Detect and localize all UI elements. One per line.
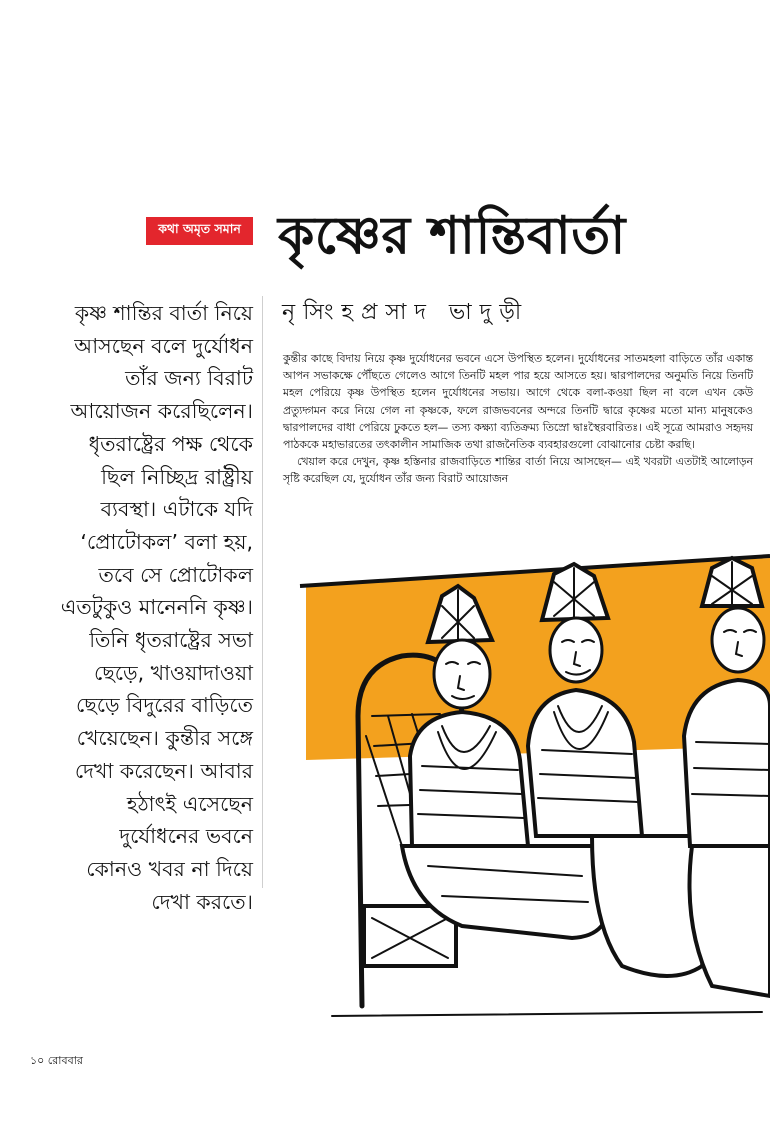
body-paragraph: খেয়াল করে দেখুন, কৃষ্ণ হস্তিনার রাজবাড়িতে শান্তির বার্তা নিয়ে আসছেন— এই খবরটা এতটাই আলোড়ন সৃষ্টি করেছিল যে, দুর্যোধন তাঁর জন্য বিরাট আয়োজন: [283, 455, 753, 486]
kings-illustration: [292, 546, 770, 1023]
article-title: কৃষ্ণের শান্তিবার্তা: [278, 206, 626, 266]
pull-quote-paragraph: কৃষ্ণ শান্তির বার্তা নিয়ে আসছেন বলে দুর্যোধন তাঁর জন্য বিরাট আয়োজন করেছিলেন।: [70, 301, 253, 424]
series-tag: কথা অমৃত সমান: [146, 217, 253, 245]
column-divider: [262, 296, 263, 888]
author-byline: নৃসিংহপ্রসাদ ভাদুড়ী: [282, 300, 530, 325]
article-body: [283, 350, 753, 488]
pull-quote: [60, 297, 253, 918]
body-paragraph: কুন্তীর কাছে বিদায় নিয়ে কৃষ্ণ দুর্যোধনের ভবনে এসে উপস্থিত হলেন। দুর্যোধনের সাতমহলা বাড়িতে তাঁর একান্ত আপন সভাকক্ষে পৌঁছতে গেলেও আগে তিনটি মহল পার হয়ে আসতে হয়। দ্বারপালদের অনুমতি নিয়ে তিনটি মহল পেরিয়ে কৃষ্ণ উপস্থিত হলেন দুর্যোধনের সভায়। আগে থেকে বলা-কওয়া ছিল না বলে এখন কেউ প্রত্যুদ্গমন করে নিয়ে গেল না কৃষ্ণকে, ফলে রাজভবনের অন্দরে তিনটি দ্বারে কৃষ্ণের মতো মান্য মানুষকেও দ্বারপালদের বাধা পেরিয়ে ঢুকতে হল— তস্য কক্ষ্যা ব্যতিক্রম্য তিস্রো দ্বাঃস্থৈরবারিতঃ। এই সূত্রে আমরাও সহৃদয় পাঠককে মহাভারতের তৎকালীন সামাজিক তথা রাজনৈতিক ব্যবহারগুলো বোঝানোর চেষ্টা করছি।: [283, 352, 753, 452]
page-folio: ১০ রোববার: [30, 1054, 83, 1067]
pull-quote-paragraph: ধৃতরাষ্ট্রের পক্ষ থেকে ছিল নিচ্ছিদ্র রাষ্ট্রীয় ব্যবস্থা। এটাকে যদি ‘প্রোটোকল’ বলা হয়, তবে সে প্রোটোকল এতটুকুও মানেননি কৃষ্ণ। তিনি ধৃতরাষ্ট্রের সভা ছেড়ে, খাওয়াদাওয়া ছেড়ে বিদুরের বাড়িতে খেয়েছেন। কুন্তীর সঙ্গে দেখা করেছেন। আবার হঠাৎই এসেছেন দুর্যোধনের ভবনে কোনও খবর না দিয়ে দেখা করতে।: [60, 431, 253, 914]
